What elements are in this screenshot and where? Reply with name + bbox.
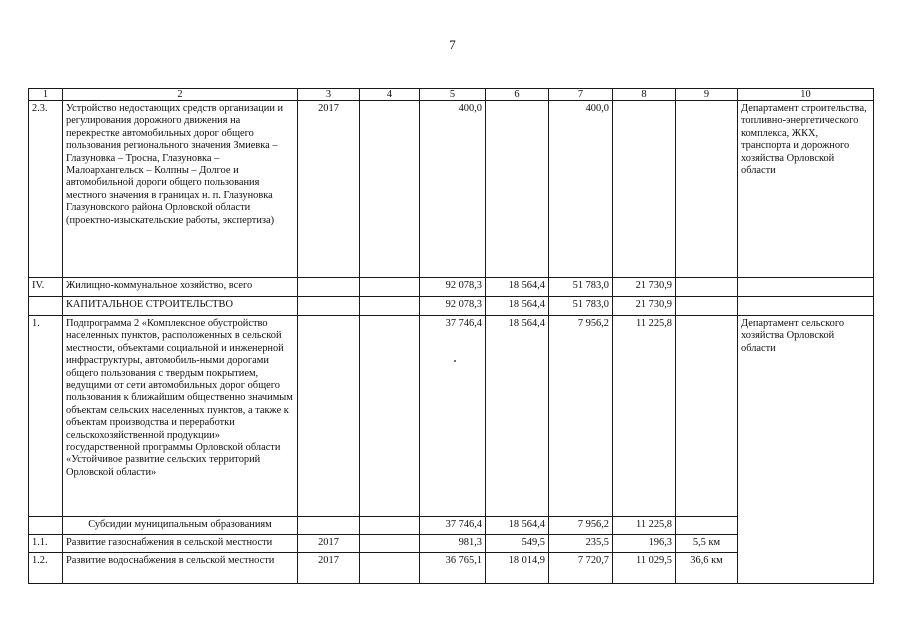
row-col7: 7 956,2 — [549, 316, 613, 517]
row-col7: 51 783,0 — [549, 278, 613, 297]
row-col6: 18 564,4 — [486, 517, 549, 535]
row-col9 — [676, 278, 738, 297]
row-col7: 7 720,7 — [549, 553, 613, 584]
header-cell: 9 — [676, 89, 738, 101]
row-description: Устройство недостающих средств организации и регулирования дорожного движения на перекрестке автомобильных дорог общего пользования регионального значения Змиевка – Глазуновка – Тросна, Глазуновка – Малоархангельск – Колпны – Долгое и автомобильной дороги общего пользования местного значения в границах н. п. Глазуновка Глазуновского района Орловской области (проектно-изыскательские работы, экспертиза) — [63, 101, 298, 278]
row-description: Субсидии муниципальным образованиям — [63, 517, 298, 535]
row-total: 37 746,4 — [420, 316, 486, 517]
row-col6: 18 564,4 — [486, 278, 549, 297]
header-cell: 4 — [360, 89, 420, 101]
header-cell: 1 — [29, 89, 63, 101]
table-row — [29, 278, 874, 297]
header-cell: 2 — [63, 89, 298, 101]
row-total: 37 746,4 — [420, 517, 486, 535]
row-col4 — [360, 278, 420, 297]
row-department: Департамент сельского хозяйства Орловской области — [738, 316, 874, 584]
header-cell: 8 — [613, 89, 676, 101]
table-row — [29, 316, 874, 517]
row-col6: 18 564,4 — [486, 316, 549, 517]
row-total: 36 765,1 — [420, 553, 486, 584]
row-year — [298, 297, 360, 316]
row-year: 2017 — [298, 553, 360, 584]
row-col6: 549,5 — [486, 535, 549, 553]
row-col4 — [360, 101, 420, 278]
row-number — [29, 297, 63, 316]
row-col6: 18 564,4 — [486, 297, 549, 316]
row-col9 — [676, 297, 738, 316]
row-col7: 235,5 — [549, 535, 613, 553]
row-col7: 400,0 — [549, 101, 613, 278]
row-description: Подпрограмма 2 «Комплексное обустройство населенных пунктов, расположенных в сельской местности, объектами социальной и инженерной инфраструктуры, автомобиль-ными дорогами общего пользования с твердым покрытием, ведущими от сети автомобильных дорог общего пользования к ближайшим общественно значимым объектам сельских населенных пунктов, а также к объектам производства и переработки сельскохозяйственной продукции» государственной программы Орловской области «Устойчивое развитие сельских территорий Орловской области» — [63, 316, 298, 517]
row-description: Развитие газоснабжения в сельской местности — [63, 535, 298, 553]
row-number: 1.1. — [29, 535, 63, 553]
row-col7: 7 956,2 — [549, 517, 613, 535]
row-number: 1.2. — [29, 553, 63, 584]
row-col8 — [613, 101, 676, 278]
header-row — [29, 89, 874, 101]
program-table — [28, 88, 874, 584]
row-number — [29, 517, 63, 535]
header-cell: 3 — [298, 89, 360, 101]
row-year — [298, 278, 360, 297]
row-col8: 11 225,8 — [613, 517, 676, 535]
row-description: Жилищно-коммунальное хозяйство, всего — [63, 278, 298, 297]
row-year — [298, 316, 360, 517]
row-year: 2017 — [298, 535, 360, 553]
row-year — [298, 517, 360, 535]
row-number: IV. — [29, 278, 63, 297]
header-cell: 5 — [420, 89, 486, 101]
row-total: 92 078,3 — [420, 297, 486, 316]
row-col9 — [676, 316, 738, 517]
row-col4 — [360, 316, 420, 517]
row-description: Развитие водоснабжения в сельской местности — [63, 553, 298, 584]
row-col9 — [676, 517, 738, 535]
row-department — [738, 297, 874, 316]
row-col6: 18 014,9 — [486, 553, 549, 584]
row-year: 2017 — [298, 101, 360, 278]
row-col6 — [486, 101, 549, 278]
scan-speck — [454, 360, 456, 362]
row-department — [738, 278, 874, 297]
row-department: Департамент строительства, топливно-энергетического комплекса, ЖКХ, транспорта и дорожного хозяйства Орловской области — [738, 101, 874, 278]
row-col4 — [360, 517, 420, 535]
header-cell: 7 — [549, 89, 613, 101]
row-col4 — [360, 297, 420, 316]
row-col8: 21 730,9 — [613, 278, 676, 297]
row-total: 400,0 — [420, 101, 486, 278]
header-cell: 6 — [486, 89, 549, 101]
row-col9 — [676, 101, 738, 278]
row-col8: 196,3 — [613, 535, 676, 553]
row-col4 — [360, 553, 420, 584]
row-description: КАПИТАЛЬНОЕ СТРОИТЕЛЬСТВО — [63, 297, 298, 316]
row-length: 36,6 км — [676, 553, 738, 584]
row-col7: 51 783,0 — [549, 297, 613, 316]
header-cell: 10 — [738, 89, 874, 101]
page-number: 7 — [449, 37, 456, 52]
row-number: 2.3. — [29, 101, 63, 278]
row-col4 — [360, 535, 420, 553]
row-length: 5,5 км — [676, 535, 738, 553]
row-total: 981,3 — [420, 535, 486, 553]
row-number: 1. — [29, 316, 63, 517]
table-row — [29, 101, 874, 278]
row-total: 92 078,3 — [420, 278, 486, 297]
table-row — [29, 297, 874, 316]
row-col8: 21 730,9 — [613, 297, 676, 316]
row-col8: 11 225,8 — [613, 316, 676, 517]
row-col8: 11 029,5 — [613, 553, 676, 584]
